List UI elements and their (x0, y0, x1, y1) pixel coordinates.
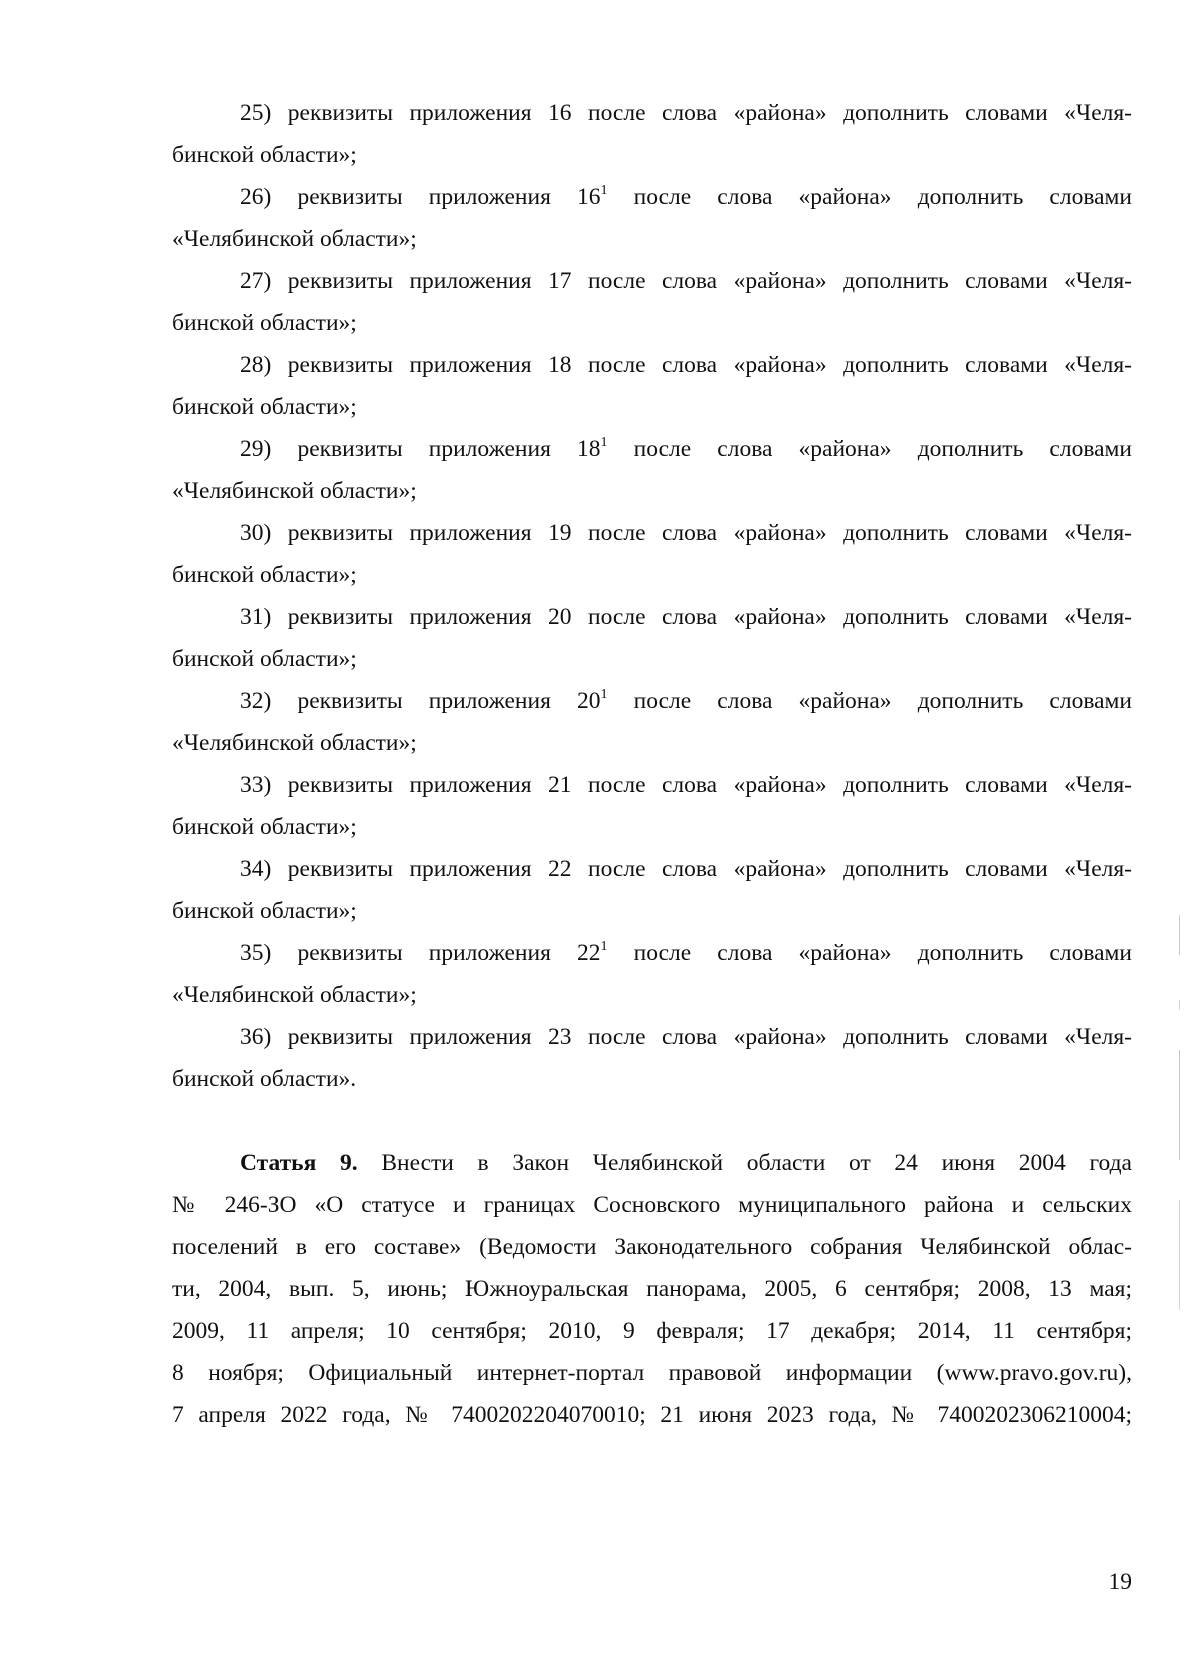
item-30-line-1: 30) реквизиты приложения 19 после слова «района» дополнить словами «Челя- (240, 520, 1132, 546)
item-29-rest: после слова «района» дополнить словами (607, 436, 1132, 462)
article-9-line-3: поселений в его составе» (Ведомости Законодательного собрания Челябинской облас- (172, 1234, 1132, 1260)
item-32-rest: после слова «района» дополнить словами (607, 688, 1132, 714)
item-25-line-1: 25) реквизиты приложения 16 после слова «района» дополнить словами «Челя- (240, 100, 1132, 126)
item-32-line-2: «Челябинской области»; (172, 730, 417, 756)
article-heading: Статья 9. (240, 1150, 358, 1176)
item-35-line-1 (172, 938, 1132, 968)
item-36-line-1: 36) реквизиты приложения 23 после слова «района» дополнить словами «Челя- (240, 1024, 1132, 1050)
article-9-line-1 (172, 1148, 1132, 1178)
item-35-number: 35) реквизиты приложения 22 (240, 940, 601, 966)
item-36-line-2: бинской области». (172, 1066, 357, 1092)
item-27-line-2: бинской области»; (172, 310, 357, 336)
item-30-line-2: бинской области»; (172, 562, 357, 588)
item-32-number: 32) реквизиты приложения 20 (240, 688, 601, 714)
item-29-superscript: 1 (600, 435, 608, 450)
item-26-rest: после слова «района» дополнить словами (607, 184, 1132, 210)
article-9-line-6: 8 ноября; Официальный интернет-портал правовой информации (www.pravo.gov.ru), (172, 1360, 1132, 1386)
article-9-line-5: 2009, 11 апреля; 10 сентября; 2010, 9 февраля; 17 декабря; 2014, 11 сентября; (172, 1318, 1132, 1344)
item-35-rest: после слова «района» дополнить словами (607, 940, 1132, 966)
item-29-line-1 (172, 434, 1132, 464)
item-33-line-1: 33) реквизиты приложения 21 после слова «района» дополнить словами «Челя- (240, 772, 1132, 798)
item-34-line-2: бинской области»; (172, 898, 357, 924)
item-26-superscript: 1 (600, 183, 608, 198)
item-25-line-2: бинской области»; (172, 142, 357, 168)
article-9-line-2: № 246-ЗО «О статусе и границах Сосновского муниципального района и сельских (172, 1192, 1132, 1218)
item-26-line-2: «Челябинской области»; (172, 226, 417, 252)
item-28-line-2: бинской области»; (172, 394, 357, 420)
item-28-line-1: 28) реквизиты приложения 18 после слова «района» дополнить словами «Челя- (240, 352, 1132, 378)
scan-artifact-mark (1179, 1200, 1180, 1310)
item-35-superscript: 1 (600, 939, 608, 954)
item-26-line-1 (172, 182, 1132, 212)
item-35-line-2: «Челябинской области»; (172, 982, 417, 1008)
article-9-line-4: ти, 2004, вып. 5, июнь; Южноуральская панорама, 2005, 6 сентября; 2008, 13 мая; (172, 1276, 1132, 1302)
item-33-line-2: бинской области»; (172, 814, 357, 840)
item-27-line-1: 27) реквизиты приложения 17 после слова «района» дополнить словами «Челя- (240, 268, 1132, 294)
item-29-line-2: «Челябинской области»; (172, 478, 417, 504)
scan-artifact-mark (1179, 1050, 1180, 1160)
scan-artifact-mark (1179, 915, 1180, 955)
item-32-line-1 (172, 686, 1132, 716)
item-26-number: 26) реквизиты приложения 16 (240, 184, 601, 210)
item-29-number: 29) реквизиты приложения 18 (240, 436, 601, 462)
scan-artifact-mark (1179, 1000, 1180, 1010)
item-31-line-1: 31) реквизиты приложения 20 после слова «района» дополнить словами «Челя- (240, 604, 1132, 630)
item-34-line-1: 34) реквизиты приложения 22 после слова «района» дополнить словами «Челя- (240, 856, 1132, 882)
article-9-line-7: 7 апреля 2022 года, № 7400202204070010; 21 июня 2023 года, № 7400202306210004; (172, 1402, 1132, 1428)
article-9-line-1-rest: Внести в Закон Челябинской области от 24 июня 2004 года (357, 1150, 1132, 1176)
item-32-superscript: 1 (600, 687, 608, 702)
page-number: 19 (1108, 1569, 1132, 1595)
item-31-line-2: бинской области»; (172, 646, 357, 672)
